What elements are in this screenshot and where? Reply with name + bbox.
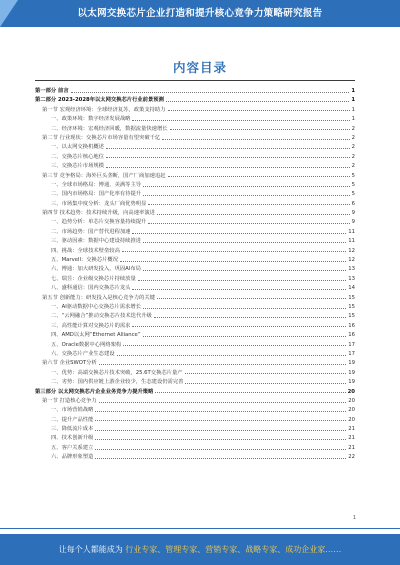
toc-entry-text: 二、提升产品性能 bbox=[51, 416, 94, 423]
toc-entry[interactable] bbox=[35, 265, 355, 274]
toc-entry-page: 2 bbox=[351, 125, 355, 132]
toc-entry[interactable] bbox=[35, 284, 355, 293]
toc-leader-dots bbox=[170, 128, 350, 130]
toc-leader-dots bbox=[99, 363, 346, 365]
toc-leader-dots bbox=[143, 194, 350, 196]
toc-leader-dots bbox=[123, 344, 346, 346]
toc-leader-dots bbox=[143, 269, 346, 271]
toc-entry[interactable] bbox=[35, 397, 355, 406]
toc-entry-text: 一、趋势分析：单芯片交换容量持续提升 bbox=[51, 219, 147, 226]
toc-entry-page: 5 bbox=[351, 191, 355, 198]
toc-entry-text: 第三节 竞争格局：海外巨头垄断，国产厂商加速追赶 bbox=[42, 172, 166, 179]
footer-rule bbox=[0, 528, 400, 529]
toc-entry-text: 第一节 打造核心竞争力 bbox=[42, 397, 97, 404]
toc-entry[interactable] bbox=[35, 256, 355, 265]
toc-leader-dots bbox=[143, 185, 350, 187]
toc-entry-page: 1 bbox=[351, 88, 355, 94]
toc-entry[interactable] bbox=[35, 153, 355, 162]
toc-entry[interactable] bbox=[35, 134, 355, 143]
toc-entry-page: 9 bbox=[351, 219, 355, 226]
toc-leader-dots bbox=[185, 382, 346, 384]
toc-entry[interactable] bbox=[35, 322, 355, 331]
toc-entry[interactable] bbox=[35, 444, 355, 453]
toc-entry-page: 2 bbox=[351, 134, 355, 141]
toc-entry-text: 三、驱动因素：数据中心建设持续推进 bbox=[51, 238, 142, 245]
toc-entry-page: 15 bbox=[348, 294, 355, 301]
toc-leader-dots bbox=[95, 410, 346, 412]
toc-entry-text: 一、政策环境：数字经济发展战略 bbox=[51, 116, 131, 123]
toc-entry-text: 第五节 创新能力：研发投入是核心竞争力的关键 bbox=[42, 294, 155, 301]
toc-entry-page: 12 bbox=[348, 257, 355, 264]
toc-leader-dots bbox=[95, 448, 346, 450]
toc-entry-page: 16 bbox=[348, 332, 355, 339]
toc-entry-text: 三、高性能计算对交换芯片的需求 bbox=[51, 322, 131, 329]
toc-entry-page: 5 bbox=[351, 172, 355, 179]
toc-leader-dots bbox=[185, 372, 347, 374]
toc-entry-page: 2 bbox=[351, 153, 355, 160]
toc-entry-page: 20 bbox=[347, 388, 355, 395]
toc-entry-page: 6 bbox=[351, 200, 355, 207]
toc-leader-dots bbox=[166, 100, 349, 102]
toc-leader-dots bbox=[157, 213, 350, 215]
toc-entry[interactable] bbox=[35, 331, 355, 340]
toc-entry-text: 六、品牌形象塑造 bbox=[51, 454, 94, 461]
toc-entry-text: 第四节 技术趋势：技术持续升级，向高速率演进 bbox=[42, 210, 155, 217]
toc-entry[interactable] bbox=[35, 294, 355, 303]
toc-leader-dots bbox=[143, 241, 346, 243]
toc-entry-page: 17 bbox=[348, 341, 355, 348]
toc-entry-page: 19 bbox=[348, 360, 355, 367]
toc-entry[interactable] bbox=[35, 453, 355, 462]
toc-entry[interactable] bbox=[35, 359, 355, 368]
toc-entry[interactable] bbox=[35, 416, 355, 425]
toc-leader-dots bbox=[106, 156, 350, 158]
toc-entry-text: 一、市场营销战略 bbox=[51, 407, 94, 414]
toc-leader-dots bbox=[120, 260, 346, 262]
toc-entry-page: 19 bbox=[348, 379, 355, 386]
toc-leader-dots bbox=[143, 307, 346, 309]
toc-entry-page: 17 bbox=[348, 350, 355, 357]
toc-leader-dots bbox=[155, 391, 345, 393]
toc-entry[interactable] bbox=[35, 275, 355, 284]
toc-leader-dots bbox=[148, 203, 349, 205]
toc-entry-text: 三、降低流片成本 bbox=[51, 426, 94, 433]
toc-entry[interactable] bbox=[35, 369, 355, 378]
toc-entry-text: 第二节 行业现状：交换芯片市场容量有望突破千亿 bbox=[42, 134, 161, 141]
toc-entry-text: 四、技术创新升级 bbox=[51, 435, 94, 442]
toc-entry-text: 五、客户关系建立 bbox=[51, 444, 94, 451]
toc-entry-text: 第一部分 前言 bbox=[35, 88, 69, 94]
toc-entry-text: 三、市场集中度分析：龙头厂商优势明显 bbox=[51, 200, 147, 207]
toc-entry-text: 二、经济环境：宏观经济回暖，数据流量快速增长 bbox=[51, 125, 168, 132]
toc-entry-text: 一、以太网交换机概述 bbox=[51, 144, 104, 151]
toc-entry-page: 16 bbox=[348, 322, 355, 329]
toc-entry-text: 四、挑战：全球技术壁垒较高 bbox=[51, 247, 120, 254]
toc-entry-text: 七、瑞昱：企业级交换芯片持续放量 bbox=[51, 275, 136, 282]
toc-entry[interactable] bbox=[35, 341, 355, 350]
toc-leader-dots bbox=[117, 354, 347, 356]
footer-slogan bbox=[0, 534, 400, 565]
toc-leader-dots bbox=[148, 222, 349, 224]
toc-entry[interactable] bbox=[35, 378, 355, 387]
toc-entry[interactable] bbox=[35, 172, 355, 181]
toc-entry[interactable] bbox=[35, 209, 355, 218]
toc-entry-page: 2 bbox=[351, 163, 355, 170]
toc-leader-dots bbox=[106, 166, 350, 168]
toc-entry-text: 八、盛科通信：国内交换芯片龙头 bbox=[51, 285, 131, 292]
toc-leader-dots bbox=[106, 147, 350, 149]
toc-leader-dots bbox=[99, 401, 347, 403]
toc-entry-text: 第六节 企业SWOT分析 bbox=[42, 360, 97, 367]
toc-leader-dots bbox=[154, 316, 346, 318]
toc-entry[interactable] bbox=[35, 87, 355, 96]
toc-entry-page: 22 bbox=[348, 454, 355, 461]
toc-entry[interactable] bbox=[35, 200, 355, 209]
toc-leader-dots bbox=[132, 232, 346, 234]
toc-heading: 内容目录 bbox=[172, 60, 227, 75]
toc-entry-page: 9 bbox=[351, 210, 355, 217]
toc-entry-page: 13 bbox=[348, 275, 355, 282]
report-title: 以太网交换芯片企业打造和提升核心竞争力策略研究报告 bbox=[77, 8, 323, 19]
report-header bbox=[0, 0, 400, 27]
toc-entry[interactable] bbox=[35, 425, 355, 434]
toc-leader-dots bbox=[132, 288, 346, 290]
toc-entry-page: 11 bbox=[348, 228, 355, 235]
toc-entry[interactable] bbox=[35, 218, 355, 227]
toc-entry-text: 第一节 宏观经济环境：全球经济复苏，政策支持助力 bbox=[42, 106, 166, 113]
toc-entry-page: 1 bbox=[351, 106, 355, 113]
toc-entry[interactable] bbox=[35, 181, 355, 190]
toc-entry[interactable] bbox=[35, 406, 355, 415]
toc-heading-rule bbox=[35, 80, 355, 81]
toc-entry-text: 第三部分 以太网交换芯片企业业务竞争力提升策略 bbox=[35, 388, 154, 395]
toc-entry-text: 第二部分 2023-2028年以太网交换芯片行业前景预测 bbox=[35, 97, 164, 104]
toc-entry-text: 二、交换芯片核心地位 bbox=[51, 153, 104, 160]
toc-entry[interactable] bbox=[35, 350, 355, 359]
footer-slogan-prefix: 让每个人都能成为 bbox=[58, 545, 123, 554]
toc-leader-dots bbox=[95, 419, 346, 421]
toc-entry[interactable] bbox=[35, 247, 355, 256]
toc-entry-page: 20 bbox=[348, 416, 355, 423]
toc-leader-dots bbox=[132, 119, 349, 121]
toc-leader-dots bbox=[138, 279, 346, 281]
toc-entry[interactable] bbox=[35, 190, 355, 199]
toc-entry[interactable] bbox=[35, 125, 355, 134]
toc-entry-page: 5 bbox=[351, 181, 355, 188]
toc-leader-dots bbox=[143, 335, 347, 337]
toc-entry-page: 1 bbox=[351, 116, 355, 123]
toc-entry[interactable] bbox=[35, 312, 355, 321]
toc-entry-page: 15 bbox=[348, 303, 355, 310]
toc-entry[interactable] bbox=[35, 162, 355, 171]
toc-entry-text: 二、市场趋势：国产替代进程加速 bbox=[51, 228, 131, 235]
toc-entry-text: 六、交换芯片产业生态建设 bbox=[51, 350, 115, 357]
toc-entry-text: 五、Marvell：交换芯片概况 bbox=[51, 257, 119, 264]
toc-leader-dots bbox=[168, 109, 350, 111]
toc-entry[interactable] bbox=[35, 106, 355, 115]
toc-leader-dots bbox=[71, 91, 350, 93]
toc-entry-page: 1 bbox=[351, 97, 355, 104]
toc-entry[interactable] bbox=[35, 388, 355, 397]
toc-entry-page: 21 bbox=[348, 426, 355, 433]
toc-leader-dots bbox=[157, 297, 346, 299]
toc-entry-page: 11 bbox=[348, 238, 355, 245]
toc-entry-page: 13 bbox=[348, 266, 355, 273]
toc-leader-dots bbox=[122, 250, 346, 252]
toc-entry-text: 五、Oracle数据中心网络架构 bbox=[51, 341, 122, 348]
toc-entry-text: 一、优势：高端交换芯片技术突破，25.6T交换芯片量产 bbox=[51, 369, 183, 376]
toc-entry[interactable] bbox=[35, 96, 355, 105]
toc-entry-text: 一、AI驱动数据中心交换芯片需求增长 bbox=[51, 303, 141, 310]
toc-entry-page: 19 bbox=[348, 369, 355, 376]
toc-entry-text: 三、交换芯片市场规模 bbox=[51, 163, 104, 170]
toc-entry[interactable] bbox=[35, 228, 355, 237]
toc-leader-dots bbox=[95, 457, 346, 459]
toc-entry-page: 20 bbox=[348, 407, 355, 414]
toc-leader-dots bbox=[95, 429, 346, 431]
toc-entry[interactable] bbox=[35, 237, 355, 246]
toc-leader-dots bbox=[132, 325, 346, 327]
toc-leader-dots bbox=[162, 138, 349, 140]
toc-entry-page: 12 bbox=[348, 247, 355, 254]
toc-entry-text: 二、国内市场格局：国产化率有待提升 bbox=[51, 191, 142, 198]
page-number: 1 bbox=[352, 515, 356, 521]
toc-entry-text: 二、“云网融合”推动交换芯片技术迭代升级 bbox=[51, 313, 152, 320]
toc-entry-page: 21 bbox=[348, 444, 355, 451]
toc-entry-page: 2 bbox=[351, 144, 355, 151]
footer-slogan-highlight: 行业专家、管理专家、营销专家、战略专家、成功企业家…… bbox=[125, 545, 342, 554]
toc-entry-page: 14 bbox=[348, 285, 355, 292]
toc-entry-text: 四、AMD以太网“Ethernet Alliance” bbox=[51, 332, 141, 339]
toc-entry-page: 21 bbox=[348, 435, 355, 442]
toc-entry-page: 20 bbox=[348, 397, 355, 404]
toc-leader-dots bbox=[168, 175, 350, 177]
toc-entry[interactable] bbox=[35, 434, 355, 443]
toc-entry-page: 15 bbox=[348, 313, 355, 320]
table-of-contents bbox=[35, 87, 355, 463]
toc-entry[interactable] bbox=[35, 143, 355, 152]
toc-entry-text: 一、全球市场格局：博通、美满等主导 bbox=[51, 181, 142, 188]
toc-entry-text: 二、劣势：国内供应链上游企业较少，生态建设仍需完善 bbox=[51, 379, 184, 386]
report-footer bbox=[0, 534, 400, 565]
toc-entry[interactable] bbox=[35, 115, 355, 124]
toc-entry-text: 六、博通：加大研发投入，巩固AI布局 bbox=[51, 266, 141, 273]
toc-entry[interactable] bbox=[35, 303, 355, 312]
toc-leader-dots bbox=[95, 438, 346, 440]
